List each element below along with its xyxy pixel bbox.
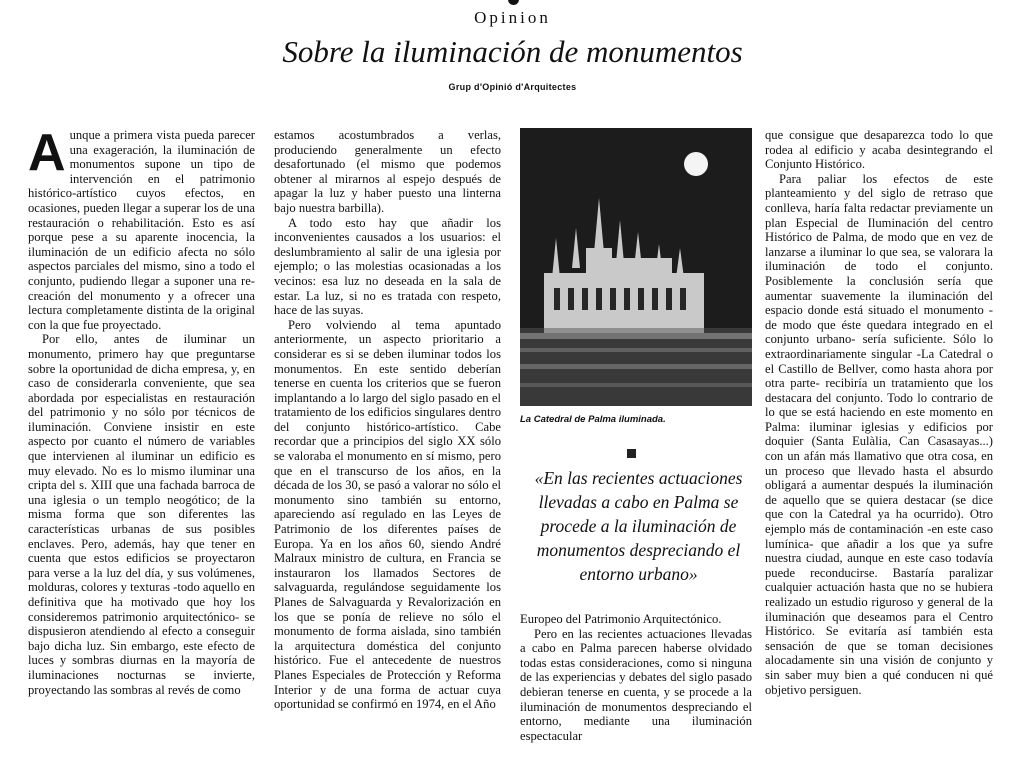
column-4-paragraph-1: que consigue que desaparezca todo lo que rodea al edificio y acaba desintegrando el Conjunto Histórico.: [765, 128, 993, 172]
column-2-paragraph-3: Pero volviendo al tema apuntado anteriormente, un aspecto prioritario a considerar es si se deben iluminar todos los monumentos. En este sentido deberían tenerse en cuenta los criterios que se fueron implantando a lo largo del siglo pasado en el tratamiento de los edificios singulares dentro del conjunto histórico-artístico. Cabe recordar que a principios del siglo XX sólo se valoraba el monumento en sí mismo, pero que en el transcurso de los años, en la década de los 30, se pasó a valorar no sólo el monumento sino también su entorno, apareciendo así regulado en las Leyes de Patrimonio de los diferentes países de Europa. Ya en los años 60, siendo André Malraux ministro de cultura, en Francia se instauraron los llamados Sectores de salvaguarda, regulándose seguidamente los Planes de Salvaguarda y Revalorización en los que se ponía de relieve no sólo el monumento de forma aislada, sino también la arquitectura doméstica del conjunto histórico. Fue el antecedente de nuestros Planes Especiales de Protección y Reforma Interior y de una forma de actuar cuya oportunidad se confirmó en 1974, en el Año: [274, 317, 501, 712]
column-3-paragraph-1: Europeo del Patrimonio Arquitectónico.: [520, 612, 722, 626]
column-2: [274, 128, 501, 712]
section-label: Opinion: [474, 8, 551, 27]
column-1-paragraph-1: [28, 124, 255, 332]
column-4: [765, 128, 993, 697]
pull-quote: «En las recientes actuaciones llevadas a cabo en Palma se procede a la iluminación de monumentos despreciando el entorno urbano»: [534, 468, 743, 584]
column-2-paragraph-2: A todo esto hay que añadir los inconvenientes causados a los usuarios: el deslumbramiento al salir de una iglesia por ejemplo; o las molestias ocasionadas a los vecinos: esa luz no deseada en la sala de estar. La luz, si no es tratada con respeto, hace de las suyas.: [274, 215, 501, 318]
column-4-paragraph-2: Para paliar los efectos de este planteamiento y del siglo de retraso que conlleva, haría falta redactar previamente un plan Especial de Iluminación del centro Histórico de Palma, de modo que en vez de lanzarse a iluminar lo que sea, se valorara la iluminación de todo el conjunto. Posiblemente la conclusión sería que aumentar suavemente la iluminación del espacio donde está situado el monumento -de modo que éste quedara integrado en el conjunto urbano- sería suficiente. Sólo lo extraordinariamente singular -La Catedral o el Castillo de Bellver, como hasta ahora por otra parte- recibiría un tratamiento que los destacara del conjunto. Todo lo contrario de lo que se está haciendo en este momento en Palma: iluminar iglesias y edificios por doquier (Santa Eulàlia, Can Casasayas...) con un afán más llamativo que otra cosa, en un proceso que llevado hasta el absurdo obligará a aumentar después la iluminación de aquello que se quiera destacar (se dice que con la Catedral ya ha ocurrido). Otro ejemplo más de contaminación -en este caso lumínica- que añadir a los que ya sufre nuestra ciudad, aunque en este caso todavía puede reconducirse. Bastaría paralizar cualquier actuación hasta que no se hubiera realizado un estudio riguroso y general de la iluminación que deseamos para el Centro Histórico. Se evitaría así también esta sensación de que se toman decisiones alocadamente sin una visión de conjunto y sin saber muy bien a qué conducen ni qué objetivo persiguen.: [765, 171, 993, 697]
article-byline: Grup d'Opinió d'Arquitectes: [448, 82, 577, 92]
column-1-paragraph-2: Por ello, antes de iluminar un monumento, primero hay que preguntarse sobre la oportunidad de dicha empresa, y, en caso de considerarla conveniente, que sea abordada por especialistas en restauración del patrimonio y no sólo por técnicos de iluminación. Conviene insistir en este aspecto por cuanto el número de variables que intervienen al iluminar un edificio es muy elevado. No es lo mismo iluminar una cripta del s. XIII que una fachada barroca de una iglesia o un templo neogótico; de la misma forma que son diferentes las características urbanas de sus posibles enclaves. Pero, además, hay que tener en cuenta que estos edificios se proyectaron para verse a la luz del día, y sus volúmenes, molduras, colores y texturas -todo aquello en definitiva que ha motivado que hoy los consideremos patrimonio arquitectónico- se dispusieron atendiendo al efecto a conseguir bajo dicha luz. Sin embargo, este efecto de luces y sombras diurnas en la mayoría de iluminaciones nocturnas se invierte, proyectando las sombras al revés de como: [28, 332, 255, 697]
quote-bullet-icon: [627, 449, 636, 458]
cathedral-photo: [520, 128, 752, 406]
column-1: [28, 124, 255, 697]
drop-cap: A: [28, 124, 66, 182]
top-dot: [508, 0, 519, 5]
column-3-paragraph-2: Pero en las recientes actuaciones llevadas a cabo en Palma parecen haberse olvidado todas estas consideraciones, como si ninguna de las experiencias y debates del siglo pasado debieran tenerse en cuenta, y se procede a la iluminación de monumentos despreciando el entorno, mediante una iluminación espectacular: [520, 626, 752, 743]
article-headline: Sobre la iluminación de monumentos: [282, 34, 743, 69]
column-3: [520, 612, 752, 743]
photo-caption: La Catedral de Palma iluminada.: [520, 414, 666, 425]
cathedral-illustration: [520, 128, 752, 406]
column-1-paragraph-1-text: unque a primera vista pueda parecer una exageración, la iluminación de monumentos supone un tipo de intervención en el patrimonio histórico-artístico cuyos efectos, en ocasiones, pueden llegar a superar los de una restauración o rehabilitación. Esto es así porque pese a su aparente inocencia, la iluminación de un edificio afecta no sólo aspectos parciales del mismo, sino a todo el conjunto, pudiendo llegar a suponer una re-creación del monumento y a ofrecer una lectura completamente distinta de la original con la que fue proyectado.: [28, 128, 255, 332]
moon-shape: [684, 152, 708, 176]
column-2-paragraph-1: estamos acostumbrados a verlas, produciendo generalmente un efecto desafortunado (el mismo que podemos obtener al mirarnos al espejo después de apagar la luz y haber puesto una linterna bajo nuestra barbilla).: [274, 128, 501, 215]
